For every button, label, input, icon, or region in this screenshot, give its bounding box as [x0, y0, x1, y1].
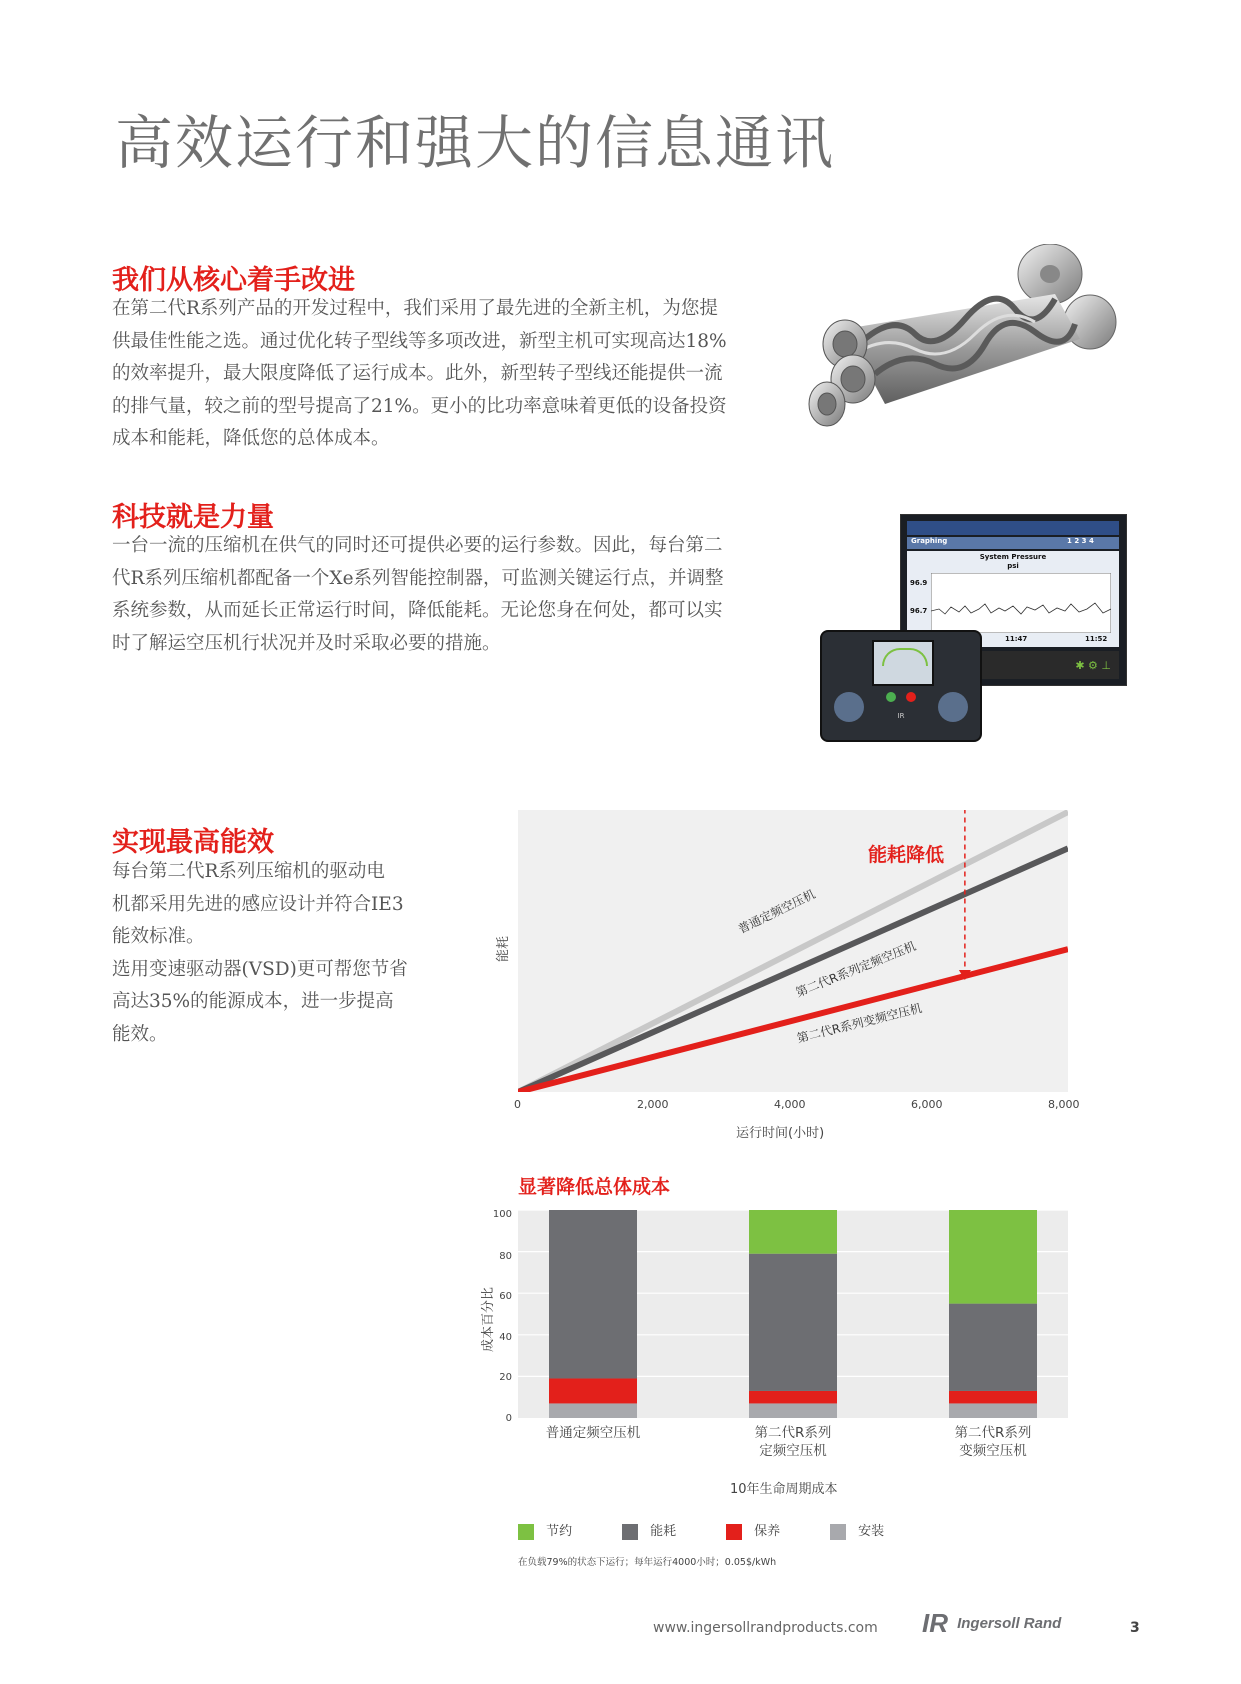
- y-tick-label: 40: [499, 1332, 512, 1343]
- text-line: 高达35%的能源成本，进一步提高: [112, 991, 394, 1012]
- bar-segment-安装: [749, 1403, 837, 1418]
- bar-category-label: 第二代R系列 定频空压机: [754, 1425, 832, 1459]
- text-line: 系统参数，从而延长正常运行时间，降低能耗。无论您身在何处，都可以实: [112, 600, 723, 621]
- legend-item-savings: 节约: [518, 1520, 572, 1540]
- bar-segment-保养: [949, 1391, 1037, 1403]
- bar-y-axis-label: 成本百分比: [481, 1286, 496, 1352]
- screen-graph-trace: [931, 573, 1111, 633]
- screen-header: [907, 537, 1119, 549]
- stop-button-icon: [906, 692, 916, 702]
- section-body-technology: [112, 530, 724, 660]
- text-line: 供最佳性能之选。通过优化转子型线等多项改进，新型主机可实现高达18%: [112, 330, 727, 352]
- x-tick-label: 6,000: [911, 1098, 943, 1111]
- legend-item-installation: 安装: [830, 1520, 884, 1540]
- gauge-icon: [882, 648, 928, 666]
- energy-line-chart: [518, 810, 1068, 1092]
- x-tick-label: 8,000: [1048, 1098, 1080, 1111]
- text-line: 能效。: [112, 1023, 168, 1045]
- section-heading-efficiency: 实现最高能效: [112, 827, 274, 858]
- bar-segment-节约: [749, 1210, 837, 1254]
- text-line: 能效标准。: [112, 926, 205, 947]
- screen-time-start: 11:47: [1005, 635, 1028, 643]
- chart-footnote: 在负载79%的状态下运行；每年运行4000小时；0.05$/kWh: [518, 1557, 777, 1568]
- x-tick-label: 0: [514, 1098, 521, 1111]
- section-body-core: [112, 293, 727, 456]
- bar-segment-能耗: [549, 1210, 637, 1378]
- legend-item-energy: 能耗: [622, 1520, 676, 1540]
- line-y-axis-label: 能耗: [496, 935, 511, 962]
- series-label-standard: 普通定频空压机: [735, 886, 818, 937]
- ir-mark-icon: IR: [922, 1608, 948, 1638]
- section-heading-technology: 科技就是力量: [112, 502, 274, 533]
- bar-segment-能耗: [949, 1304, 1037, 1391]
- text-line: 一台一流的压缩机在供气的同时还可提供必要的运行参数。因此，每台第二: [112, 535, 723, 556]
- screen-tab-bar: [907, 521, 1119, 535]
- y-tick-label: 0: [505, 1413, 512, 1424]
- text-line: 时了解运空压机行状况并及时采取必要的措施。: [112, 632, 501, 654]
- controller-logo-icon: IR: [897, 712, 905, 720]
- ingersoll-rand-logo: [922, 1608, 1061, 1646]
- text-line: 代R系列压缩机都配备一个Xe系列智能控制器，可监测关键运行点，并调整: [112, 567, 724, 589]
- legend-item-maintenance: 保养: [726, 1520, 780, 1540]
- text-line: 在第二代R系列产品的开发过程中，我们采用了最先进的全新主机，为您提: [112, 298, 718, 319]
- bar-segment-保养: [749, 1391, 837, 1403]
- page-number: 3: [1130, 1620, 1140, 1636]
- text-line: 每台第二代R系列压缩机的驱动电: [112, 861, 385, 882]
- y-tick-label: 20: [499, 1372, 512, 1383]
- line-x-axis-label: 运行时间(小时): [736, 1126, 825, 1141]
- bar-segment-能耗: [749, 1254, 837, 1391]
- y-tick-label: 80: [499, 1251, 512, 1262]
- controller-device-image: [820, 630, 982, 742]
- legend-swatch: [518, 1524, 534, 1540]
- start-button-icon: [886, 692, 896, 702]
- page-title: 高效运行和强大的信息通讯: [115, 109, 836, 177]
- text-line: 的排气量，较之前的型号提高了21%。更小的比功率意味着更低的设备投资: [112, 395, 727, 417]
- bar-segment-节约: [949, 1210, 1037, 1304]
- screen-graph-title: System Pressure psi: [979, 553, 1047, 570]
- text-line: 的效率提升，最大限度降低了运行成本。此外，新型转子型线还能提供一流: [112, 363, 723, 384]
- legend-swatch: [622, 1524, 638, 1540]
- bar-segment-保养: [549, 1378, 637, 1403]
- text-line: 机都采用先进的感应设计并符合IE3: [112, 893, 404, 915]
- controller-right-pad-icon: [938, 692, 968, 722]
- bar-segment-安装: [949, 1403, 1037, 1418]
- cost-chart-title: 显著降低总体成本: [518, 1176, 671, 1198]
- screen-y-low: 96.7: [910, 607, 928, 615]
- y-tick-label: 60: [499, 1291, 512, 1302]
- legend-swatch: [830, 1524, 846, 1540]
- y-tick-label: 100: [492, 1209, 512, 1220]
- controller-left-pad-icon: [834, 692, 864, 722]
- text-line: 成本和能耗，降低您的总体成本。: [112, 428, 390, 449]
- line-series-1: [518, 812, 1068, 1092]
- legend-swatch: [726, 1524, 742, 1540]
- section-body-efficiency: [112, 856, 408, 1051]
- screen-pages: 1 2 3 4: [1067, 537, 1094, 545]
- cost-bar-chart: [518, 1210, 1068, 1418]
- bar-category-label: 普通定频空压机: [545, 1425, 641, 1441]
- series-label-vsd: 第二代R系列变频空压机: [795, 1000, 924, 1046]
- screen-status-icons: ✱ ⚙ ⊥: [1075, 659, 1111, 672]
- energy-reduction-annotation: 能耗降低: [868, 844, 945, 866]
- screen-tab-label: Graphing: [911, 537, 948, 545]
- screen-time-end: 11:52: [1085, 635, 1108, 643]
- controller-display: [872, 640, 934, 686]
- bar-segment-安装: [549, 1403, 637, 1418]
- series-label-fixed: 第二代R系列定频空压机: [793, 938, 918, 1000]
- brand-name: Ingersoll Rand: [957, 1615, 1062, 1632]
- bar-x-axis-label: 10年生命周期成本: [730, 1482, 838, 1497]
- section-heading-core: 我们从核心着手改进: [112, 265, 355, 296]
- rotor-image: [805, 244, 1130, 454]
- text-line: 选用变速驱动器(VSD)更可帮您节省: [112, 958, 408, 980]
- bar-category-label: 第二代R系列 变频空压机: [954, 1425, 1032, 1459]
- x-tick-label: 2,000: [637, 1098, 669, 1111]
- x-tick-label: 4,000: [774, 1098, 806, 1111]
- screen-y-high: 96.9: [910, 579, 928, 587]
- footer-url-link[interactable]: www.ingersollrandproducts.com: [653, 1620, 878, 1636]
